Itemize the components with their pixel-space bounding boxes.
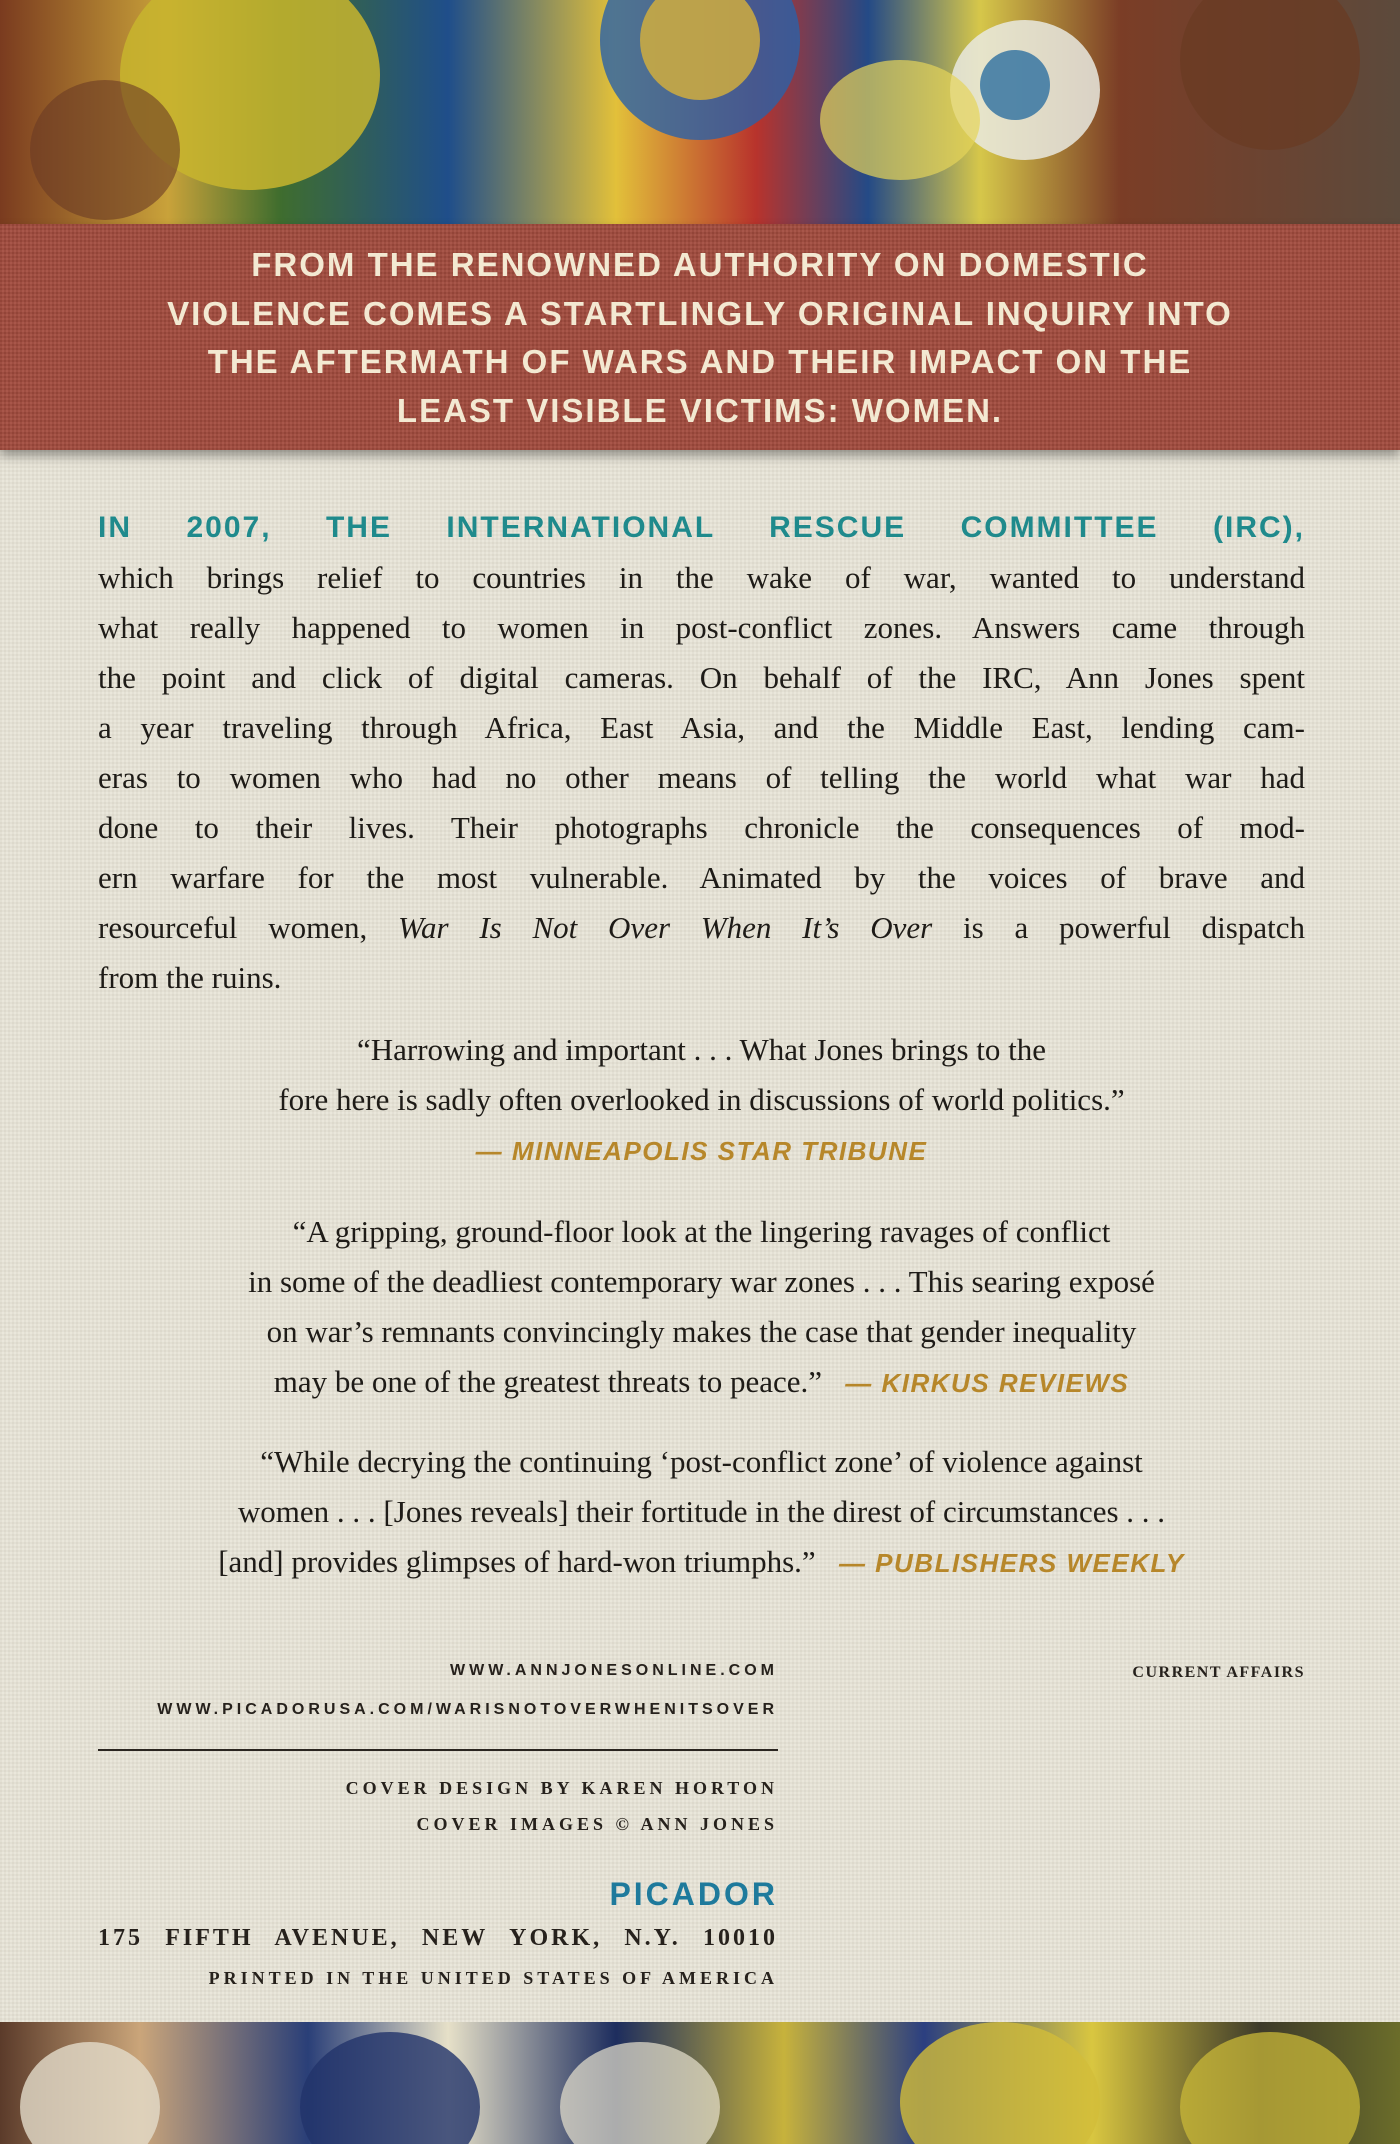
- blurb-star-tribune: [98, 1025, 1305, 1176]
- description-line: a year traveling through Africa, East Asia, and the Middle East, lending cam-: [98, 710, 1305, 745]
- quote-line: fore here is sadly often overlooked in discussions of world politics.”: [278, 1082, 1125, 1117]
- quote-line: on war’s remnants convincingly makes the case that gender inequality: [266, 1314, 1137, 1349]
- publisher-logo: PICADOR: [609, 1876, 778, 1912]
- tagline: [100, 241, 1300, 435]
- quote-line: in some of the deadliest contemporary war zones . . . This searing exposé: [248, 1264, 1155, 1299]
- description-text: is a powerful dispatch: [932, 910, 1305, 945]
- quote-line: [and] provides glimpses of hard-won triumphs.”: [218, 1544, 816, 1579]
- quote-line: “Harrowing and important . . . What Jones brings to the: [356, 1032, 1047, 1067]
- quote-source: — MINNEAPOLIS STAR TRIBUNE: [475, 1136, 928, 1166]
- blurb-publishers-weekly: [98, 1437, 1305, 1588]
- description-line: which brings relief to countries in the wake of war, wanted to understand: [98, 560, 1305, 595]
- description-line: eras to women who had no other means of telling the world what war had: [98, 760, 1305, 795]
- quote-line: “A gripping, ground-floor look at the lingering ravages of conflict: [292, 1214, 1111, 1249]
- description-line: from the ruins.: [98, 960, 282, 995]
- quote-source: — KIRKUS REVIEWS: [845, 1368, 1130, 1398]
- description-line: what really happened to women in post-conflict zones. Answers came through: [98, 610, 1305, 645]
- publisher-address: 175 FIFTH AVENUE, NEW YORK, N.Y. 10010: [98, 1925, 778, 1951]
- quote-source: — PUBLISHERS WEEKLY: [838, 1548, 1185, 1578]
- top-photo-strip: [0, 0, 1400, 225]
- tagline-line: FROM THE RENOWNED AUTHORITY ON DOMESTIC: [251, 246, 1149, 283]
- category-label: CURRENT AFFAIRS: [1132, 1664, 1305, 1681]
- quote-line: “While decrying the continuing ‘post-conflict zone’ of violence against: [260, 1444, 1143, 1479]
- quote-line: women . . . [Jones reveals] their fortitude in the direst of circumstances . . .: [237, 1494, 1166, 1529]
- author-website-link[interactable]: WWW.ANNJONESONLINE.COM: [450, 1662, 778, 1679]
- description-line: done to their lives. Their photographs chronicle the consequences of mod-: [98, 810, 1305, 845]
- divider: [98, 1749, 778, 1751]
- tagline-line: THE AFTERMATH OF WARS AND THEIR IMPACT ON THE: [207, 343, 1193, 380]
- bottom-photo-strip: [0, 2022, 1400, 2144]
- quote-line: may be one of the greatest threats to peace.”: [273, 1364, 822, 1399]
- description-line: the point and click of digital cameras. On behalf of the IRC, Ann Jones spent: [98, 660, 1305, 695]
- publisher-website-link[interactable]: WWW.PICADORUSA.COM/WARISNOTOVERWHENITSOVER: [157, 1701, 778, 1718]
- tagline-line: VIOLENCE COMES A STARTLINGLY ORIGINAL INQUIRY INTO: [167, 294, 1233, 332]
- printed-in-label: PRINTED IN THE UNITED STATES OF AMERICA: [208, 1968, 778, 1988]
- book-description: [98, 503, 1305, 1003]
- description-line: ern warfare for the most vulnerable. Animated by the voices of brave and: [98, 860, 1305, 895]
- cover-design-credit: COVER DESIGN BY KAREN HORTON: [345, 1778, 778, 1798]
- book-title: War Is Not Over When It’s Over: [398, 910, 933, 945]
- tagline-banner: [0, 224, 1400, 450]
- description-line: [98, 903, 1305, 953]
- blurb-kirkus: [98, 1207, 1305, 1408]
- description-text: resourceful women,: [98, 910, 398, 945]
- description-lead: IN 2007, THE INTERNATIONAL RESCUE COMMITTEE (IRC),: [98, 511, 1305, 544]
- tagline-line: LEAST VISIBLE VICTIMS: WOMEN.: [396, 391, 1004, 429]
- cover-images-credit: COVER IMAGES © ANN JONES: [416, 1814, 778, 1834]
